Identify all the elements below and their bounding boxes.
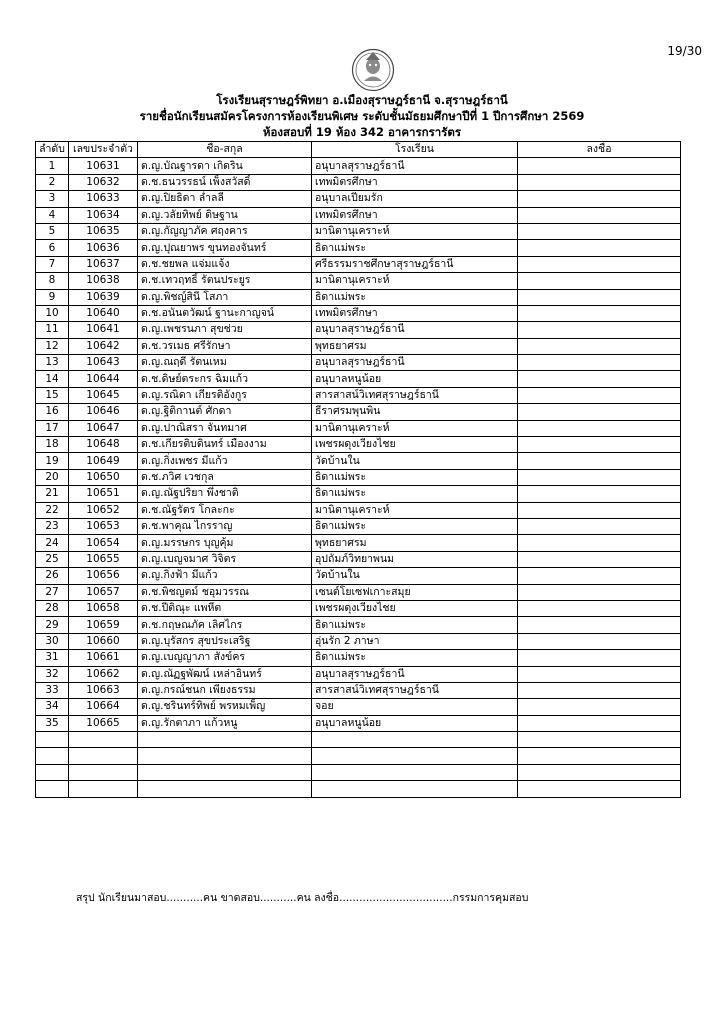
cell-num: 29 bbox=[36, 617, 69, 633]
cell-signature bbox=[518, 355, 681, 371]
cell-name: ด.ญ.ปาณิสรา จันทมาศ bbox=[138, 420, 312, 436]
cell-name: ด.ญ.รักตาภา แก้วหนู bbox=[138, 715, 312, 731]
table-row bbox=[36, 469, 681, 485]
cell-signature bbox=[518, 273, 681, 289]
cell-blank bbox=[69, 764, 138, 780]
table-row bbox=[36, 650, 681, 666]
table-row bbox=[36, 617, 681, 633]
cell-name: ด.ช.ปีติณุะ แพหีต bbox=[138, 600, 312, 616]
cell-blank bbox=[518, 748, 681, 764]
document-header bbox=[0, 92, 724, 140]
cell-signature bbox=[518, 453, 681, 469]
cell-name: ด.ญ.พิชญ์สินี โสภา bbox=[138, 289, 312, 305]
exam-room-title: ห้องสอบที่ 19 ห้อง 342 อาคารกรารัตร bbox=[262, 125, 462, 139]
cell-name: ด.ญ.ชรินทร์ทิพย์ พรหมเพ็ญ bbox=[138, 699, 312, 715]
cell-signature bbox=[518, 158, 681, 174]
cell-school: ธิดาแม่พระ bbox=[312, 486, 518, 502]
table-row-blank bbox=[36, 764, 681, 780]
cell-signature bbox=[518, 551, 681, 567]
cell-name: ด.ญ.กัญญาภัค ศฤงคาร bbox=[138, 223, 312, 239]
cell-name: ด.ช.ธนวรรธน์ เพ็งสวัสดิ์ bbox=[138, 174, 312, 190]
cell-id: 10645 bbox=[69, 387, 138, 403]
cell-id: 10653 bbox=[69, 518, 138, 534]
cell-name: ด.ญ.กิ่งฟ้า มีแก้ว bbox=[138, 568, 312, 584]
table-row bbox=[36, 568, 681, 584]
table-row bbox=[36, 207, 681, 223]
table-row bbox=[36, 666, 681, 682]
cell-id: 10652 bbox=[69, 502, 138, 518]
cell-school: อนุบาลสุราษฎร์ธานี bbox=[312, 355, 518, 371]
column-header-id: เลขประจำตัว bbox=[69, 142, 138, 158]
cell-num: 13 bbox=[36, 355, 69, 371]
cell-num: 3 bbox=[36, 191, 69, 207]
cell-school: อนุบาลสุราษฎร์ธานี bbox=[312, 322, 518, 338]
cell-school: ธิดาแม่พระ bbox=[312, 617, 518, 633]
cell-name: ด.ช.กฤษณภัค เลิศไกร bbox=[138, 617, 312, 633]
cell-blank bbox=[36, 748, 69, 764]
cell-blank bbox=[69, 748, 138, 764]
cell-id: 10663 bbox=[69, 682, 138, 698]
cell-id: 10634 bbox=[69, 207, 138, 223]
cell-school: พุทธยาศรม bbox=[312, 535, 518, 551]
cell-name: ด.ญ.เบญญาภา สังข์คร bbox=[138, 650, 312, 666]
cell-id: 10644 bbox=[69, 371, 138, 387]
cell-id: 10650 bbox=[69, 469, 138, 485]
cell-id: 10659 bbox=[69, 617, 138, 633]
cell-signature bbox=[518, 486, 681, 502]
cell-school: เทพมิตรศึกษา bbox=[312, 207, 518, 223]
table-row bbox=[36, 420, 681, 436]
cell-id: 10638 bbox=[69, 273, 138, 289]
table-row-blank bbox=[36, 748, 681, 764]
cell-num: 34 bbox=[36, 699, 69, 715]
cell-id: 10661 bbox=[69, 650, 138, 666]
cell-num: 21 bbox=[36, 486, 69, 502]
cell-school: อุปถัมภ์วิทยาพนม bbox=[312, 551, 518, 567]
cell-id: 10646 bbox=[69, 404, 138, 420]
cell-id: 10639 bbox=[69, 289, 138, 305]
cell-signature bbox=[518, 338, 681, 354]
table-row bbox=[36, 486, 681, 502]
table-row bbox=[36, 223, 681, 239]
cell-school: ธิดาแม่พระ bbox=[312, 289, 518, 305]
cell-school: สารสาสน์วิเทศสุราษฎร์ธานี bbox=[312, 387, 518, 403]
cell-num: 16 bbox=[36, 404, 69, 420]
cell-signature bbox=[518, 420, 681, 436]
cell-name: ด.ญ.ณัฏฐพัฒน์ เหล่าอินทร์ bbox=[138, 666, 312, 682]
cell-id: 10636 bbox=[69, 240, 138, 256]
cell-school: อนุบาลสุราษฎร์ธานี bbox=[312, 666, 518, 682]
cell-blank bbox=[518, 781, 681, 797]
cell-signature bbox=[518, 633, 681, 649]
cell-school: มานิตานุเคราะห์ bbox=[312, 502, 518, 518]
cell-num: 24 bbox=[36, 535, 69, 551]
table-header-row bbox=[36, 142, 681, 158]
table-row-blank bbox=[36, 732, 681, 748]
cell-blank bbox=[518, 764, 681, 780]
cell-id: 10632 bbox=[69, 174, 138, 190]
cell-name: ด.ญ.เพชรนภา สุขช่วย bbox=[138, 322, 312, 338]
cell-school: เทพมิตรศึกษา bbox=[312, 305, 518, 321]
table-row bbox=[36, 715, 681, 731]
cell-school: เซนต์โยเซฟเกาะสมุย bbox=[312, 584, 518, 600]
cell-signature bbox=[518, 682, 681, 698]
cell-id: 10665 bbox=[69, 715, 138, 731]
table-row bbox=[36, 437, 681, 453]
cell-num: 8 bbox=[36, 273, 69, 289]
cell-signature bbox=[518, 437, 681, 453]
cell-name: ด.ช.วรเมธ ศรีรักษา bbox=[138, 338, 312, 354]
cell-name: ด.ช.พิชญตม์ ชอุมวรรณ bbox=[138, 584, 312, 600]
cell-blank bbox=[518, 732, 681, 748]
cell-signature bbox=[518, 207, 681, 223]
cell-num: 33 bbox=[36, 682, 69, 698]
cell-blank bbox=[36, 781, 69, 797]
cell-num: 30 bbox=[36, 633, 69, 649]
table-row bbox=[36, 584, 681, 600]
cell-blank bbox=[69, 781, 138, 797]
table-row bbox=[36, 682, 681, 698]
cell-blank bbox=[312, 781, 518, 797]
cell-signature bbox=[518, 518, 681, 534]
cell-school: อนุบาลหนูน้อย bbox=[312, 715, 518, 731]
column-header-school: โรงเรียน bbox=[312, 142, 518, 158]
cell-signature bbox=[518, 191, 681, 207]
cell-num: 4 bbox=[36, 207, 69, 223]
cell-school: เพชรผดุงเวียงไชย bbox=[312, 600, 518, 616]
table-row bbox=[36, 453, 681, 469]
cell-signature bbox=[518, 322, 681, 338]
cell-school: ธิดาแม่พระ bbox=[312, 469, 518, 485]
cell-name: ด.ญ.ฐิติกานต์ ศักดา bbox=[138, 404, 312, 420]
cell-name: ด.ญ.ปิยธิดา ล่ำลลี bbox=[138, 191, 312, 207]
cell-num: 10 bbox=[36, 305, 69, 321]
cell-id: 10631 bbox=[69, 158, 138, 174]
cell-num: 15 bbox=[36, 387, 69, 403]
cell-signature bbox=[518, 387, 681, 403]
cell-school: วัดบ้านใน bbox=[312, 568, 518, 584]
cell-signature bbox=[518, 404, 681, 420]
cell-id: 10641 bbox=[69, 322, 138, 338]
cell-id: 10657 bbox=[69, 584, 138, 600]
table-row bbox=[36, 404, 681, 420]
cell-name: ด.ช.ชยพล แจ่มแจ้ง bbox=[138, 256, 312, 272]
cell-id: 10635 bbox=[69, 223, 138, 239]
cell-num: 14 bbox=[36, 371, 69, 387]
table-row bbox=[36, 387, 681, 403]
cell-school: เพชรผดุงเวียงไชย bbox=[312, 437, 518, 453]
cell-school: ธิดาแม่พระ bbox=[312, 240, 518, 256]
cell-num: 7 bbox=[36, 256, 69, 272]
exam-summary: สรุป นักเรียนมาสอบ...........คน ขาดสอบ...........คน ลงชื่อ..................................กรรมการคุมสอบ bbox=[76, 892, 529, 904]
cell-num: 6 bbox=[36, 240, 69, 256]
cell-signature bbox=[518, 371, 681, 387]
cell-signature bbox=[518, 584, 681, 600]
cell-id: 10643 bbox=[69, 355, 138, 371]
cell-school: พุทธยาศรม bbox=[312, 338, 518, 354]
cell-num: 12 bbox=[36, 338, 69, 354]
cell-signature bbox=[518, 305, 681, 321]
cell-school: ศรีธรรมราชศึกษาสุราษฎร์ธานี bbox=[312, 256, 518, 272]
cell-id: 10648 bbox=[69, 437, 138, 453]
table-row bbox=[36, 191, 681, 207]
cell-name: ด.ญ.ปุณยาพร ขุนทองจันทร์ bbox=[138, 240, 312, 256]
table-row bbox=[36, 305, 681, 321]
school-title: โรงเรียนสุราษฎร์พิทยา อ.เมืองสุราษฎร์ธานี จ.สุราษฎร์ธานี bbox=[216, 93, 508, 107]
cell-school: มานิตานุเคราะห์ bbox=[312, 420, 518, 436]
cell-name: ด.ญ.วลัยทิพย์ ดิษฐาน bbox=[138, 207, 312, 223]
cell-blank bbox=[138, 781, 312, 797]
cell-school: อนุบาลหนูน้อย bbox=[312, 371, 518, 387]
cell-name: ด.ช.พาคุณ ไกรราญ bbox=[138, 518, 312, 534]
roster-body bbox=[36, 158, 681, 797]
column-header-signature: ลงชื่อ bbox=[518, 142, 681, 158]
cell-id: 10642 bbox=[69, 338, 138, 354]
cell-school: จอย bbox=[312, 699, 518, 715]
table-row bbox=[36, 371, 681, 387]
cell-signature bbox=[518, 469, 681, 485]
cell-name: ด.ช.เกียรติบดินทร์ เมืองงาม bbox=[138, 437, 312, 453]
cell-name: ด.ญ.บุรัสกร สุขประเสริฐ bbox=[138, 633, 312, 649]
list-title: รายชื่อนักเรียนสมัครโครงการห้องเรียนพิเศษ ระดับชั้นมัธยมศึกษาปีที่ 1 ปีการศึกษา 2569 bbox=[139, 109, 585, 123]
school-seal-icon bbox=[351, 48, 395, 92]
cell-num: 32 bbox=[36, 666, 69, 682]
cell-school: อนุบาลเปียมรัก bbox=[312, 191, 518, 207]
cell-name: ด.ญ.ณฤดี รัตนเหม bbox=[138, 355, 312, 371]
cell-num: 17 bbox=[36, 420, 69, 436]
cell-num: 27 bbox=[36, 584, 69, 600]
cell-num: 28 bbox=[36, 600, 69, 616]
cell-name: ด.ช.ดิษย์ตระกร ฉิมแก้ว bbox=[138, 371, 312, 387]
cell-num: 1 bbox=[36, 158, 69, 174]
cell-signature bbox=[518, 600, 681, 616]
cell-id: 10651 bbox=[69, 486, 138, 502]
cell-id: 10658 bbox=[69, 600, 138, 616]
cell-num: 25 bbox=[36, 551, 69, 567]
table-row bbox=[36, 240, 681, 256]
table-row bbox=[36, 600, 681, 616]
cell-num: 22 bbox=[36, 502, 69, 518]
table-row bbox=[36, 633, 681, 649]
cell-blank bbox=[312, 748, 518, 764]
cell-signature bbox=[518, 535, 681, 551]
table-row bbox=[36, 355, 681, 371]
cell-school: เทพมิตรศึกษา bbox=[312, 174, 518, 190]
column-header-name: ชื่อ-สกุล bbox=[138, 142, 312, 158]
table-row bbox=[36, 699, 681, 715]
cell-blank bbox=[36, 732, 69, 748]
cell-blank bbox=[312, 764, 518, 780]
column-header-num: ลำดับ bbox=[36, 142, 69, 158]
cell-school: ธิดาแม่พระ bbox=[312, 518, 518, 534]
cell-signature bbox=[518, 715, 681, 731]
cell-num: 26 bbox=[36, 568, 69, 584]
cell-blank bbox=[138, 764, 312, 780]
cell-blank bbox=[312, 732, 518, 748]
table-row bbox=[36, 535, 681, 551]
cell-blank bbox=[69, 732, 138, 748]
table-row bbox=[36, 502, 681, 518]
table-row bbox=[36, 338, 681, 354]
cell-num: 5 bbox=[36, 223, 69, 239]
cell-blank bbox=[138, 748, 312, 764]
cell-id: 10662 bbox=[69, 666, 138, 682]
cell-signature bbox=[518, 256, 681, 272]
cell-signature bbox=[518, 568, 681, 584]
cell-id: 10633 bbox=[69, 191, 138, 207]
cell-signature bbox=[518, 617, 681, 633]
cell-name: ด.ช.ณัฐรัตร โกละกะ bbox=[138, 502, 312, 518]
cell-name: ด.ช.เทวฤทธิ์ รัตนประยูร bbox=[138, 273, 312, 289]
cell-id: 10637 bbox=[69, 256, 138, 272]
cell-name: ด.ญ.กรณ์ชนก เพียงธรรม bbox=[138, 682, 312, 698]
cell-signature bbox=[518, 699, 681, 715]
cell-name: ด.ญ.บัณฐารดา เกิดริน bbox=[138, 158, 312, 174]
cell-num: 11 bbox=[36, 322, 69, 338]
cell-name: ด.ญ.รณิดา เกียรติอังกูร bbox=[138, 387, 312, 403]
cell-name: ด.ญ.มรรษกร บุญคุ้ม bbox=[138, 535, 312, 551]
cell-id: 10664 bbox=[69, 699, 138, 715]
cell-school: วัดบ้านใน bbox=[312, 453, 518, 469]
cell-signature bbox=[518, 223, 681, 239]
cell-num: 31 bbox=[36, 650, 69, 666]
table-row bbox=[36, 551, 681, 567]
cell-signature bbox=[518, 240, 681, 256]
cell-id: 10647 bbox=[69, 420, 138, 436]
cell-id: 10656 bbox=[69, 568, 138, 584]
cell-num: 18 bbox=[36, 437, 69, 453]
table-row bbox=[36, 289, 681, 305]
table-row bbox=[36, 322, 681, 338]
cell-blank bbox=[138, 732, 312, 748]
cell-num: 23 bbox=[36, 518, 69, 534]
cell-school: ธีราศรมพุนพิน bbox=[312, 404, 518, 420]
table-row bbox=[36, 256, 681, 272]
cell-id: 10655 bbox=[69, 551, 138, 567]
cell-num: 19 bbox=[36, 453, 69, 469]
cell-school: สารสาสน์วิเทศสุราษฎร์ธานี bbox=[312, 682, 518, 698]
table-row bbox=[36, 174, 681, 190]
cell-id: 10649 bbox=[69, 453, 138, 469]
table-row bbox=[36, 273, 681, 289]
roster-table bbox=[35, 141, 681, 798]
cell-id: 10654 bbox=[69, 535, 138, 551]
cell-signature bbox=[518, 502, 681, 518]
table-row bbox=[36, 518, 681, 534]
cell-school: อุ่นรัก 2 ภาษา bbox=[312, 633, 518, 649]
cell-name: ด.ญ.ณัฐปริยา พึ่งชาติ bbox=[138, 486, 312, 502]
cell-name: ด.ญ.เบญจมาศ วิจิตร bbox=[138, 551, 312, 567]
cell-signature bbox=[518, 289, 681, 305]
cell-signature bbox=[518, 666, 681, 682]
cell-school: มานิตานุเคราะห์ bbox=[312, 223, 518, 239]
cell-blank bbox=[36, 764, 69, 780]
cell-num: 2 bbox=[36, 174, 69, 190]
cell-id: 10640 bbox=[69, 305, 138, 321]
cell-signature bbox=[518, 650, 681, 666]
cell-school: อนุบาลสุราษฎร์ธานี bbox=[312, 158, 518, 174]
page-number: 19/30 bbox=[667, 44, 702, 58]
cell-num: 9 bbox=[36, 289, 69, 305]
table-row bbox=[36, 158, 681, 174]
cell-school: ธิดาแม่พระ bbox=[312, 650, 518, 666]
table-row-blank bbox=[36, 781, 681, 797]
cell-signature bbox=[518, 174, 681, 190]
cell-num: 20 bbox=[36, 469, 69, 485]
cell-num: 35 bbox=[36, 715, 69, 731]
cell-school: มานิตานุเคราะห์ bbox=[312, 273, 518, 289]
cell-name: ด.ช.อนันตวัฒน์ ฐานะกาญจน์ bbox=[138, 305, 312, 321]
cell-name: ด.ญ.กิ่งเพชร มีแก้ว bbox=[138, 453, 312, 469]
cell-name: ด.ช.ภวิศ เวชกุล bbox=[138, 469, 312, 485]
cell-id: 10660 bbox=[69, 633, 138, 649]
